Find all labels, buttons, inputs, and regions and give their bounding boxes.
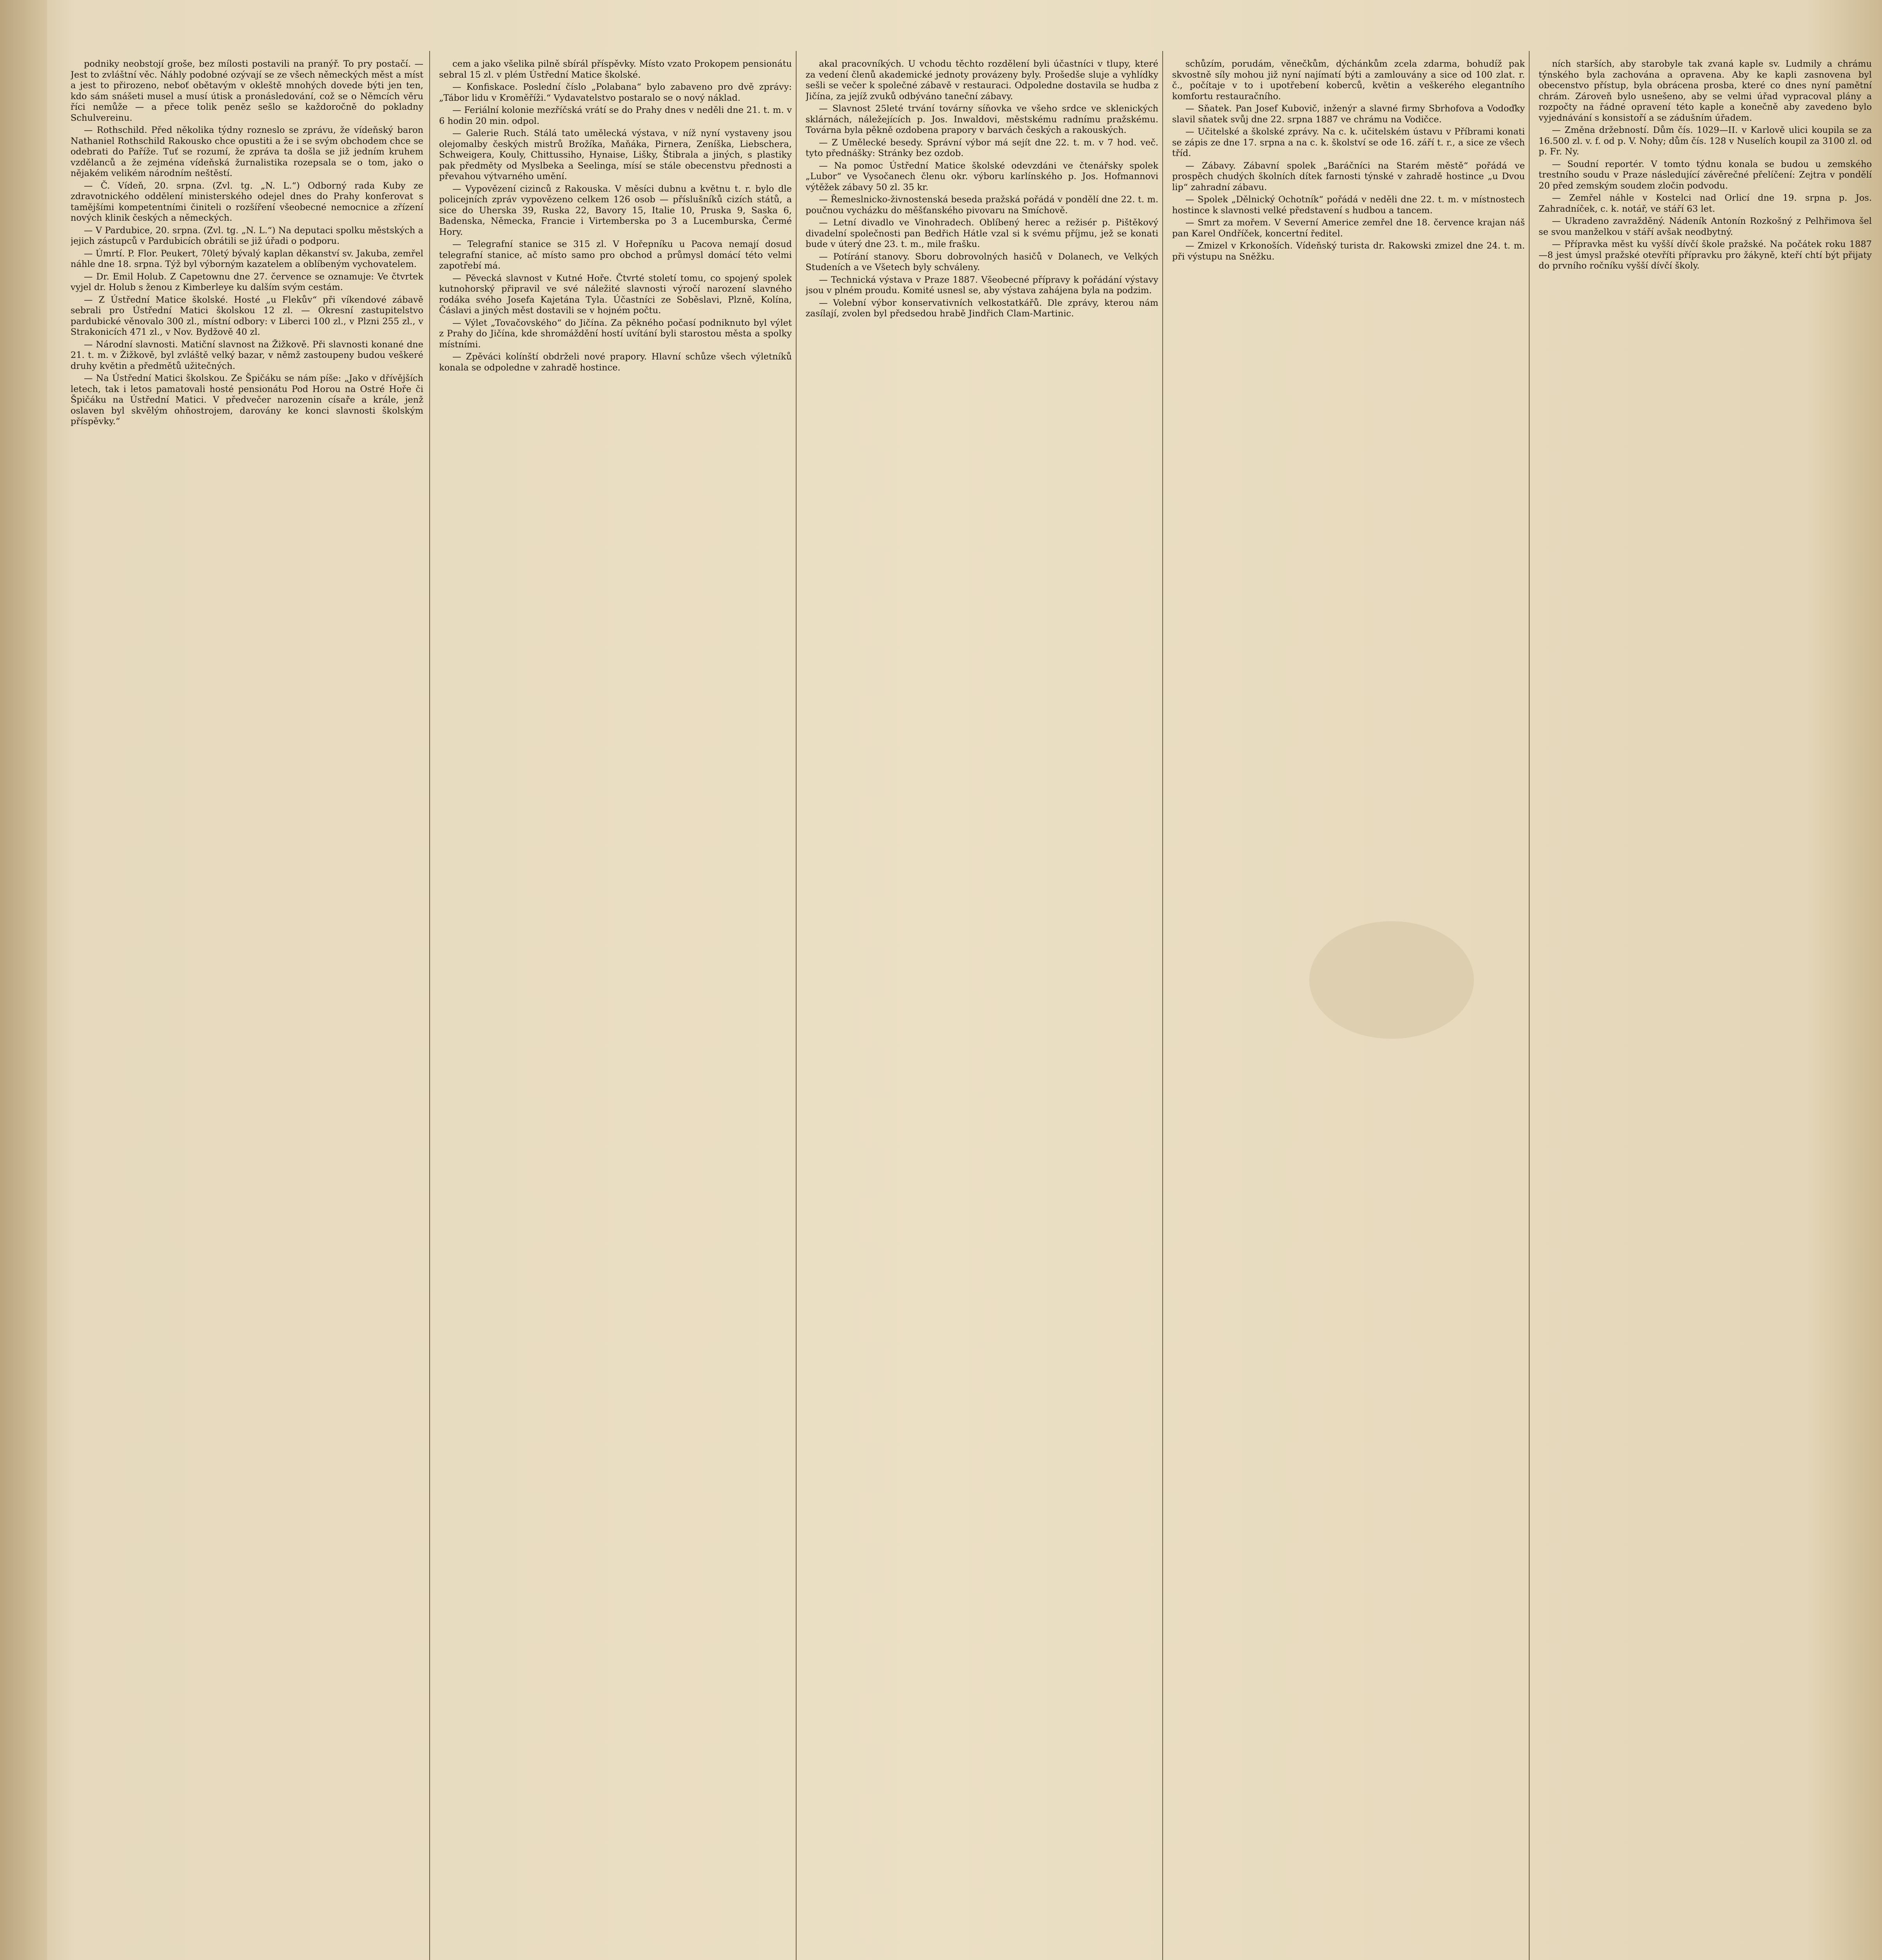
article-paragraph: akal pracovníkých. U vchodu těchto rozdělení byli účastníci v tlupy, které za vedení členů akademické jednoty provázeny byly. Prošedše sluje a vyhlídky sešli se večer k společné zábavě v restauraci. Odpoledne dostavila se hudba z Jičína, za jejíž zvuků odbýváno taneční zábavy.	[806, 59, 1158, 102]
article-paragraph: — Dr. Emil Holub. Z Capetownu dne 27. července se oznamuje: Ve čtvrtek vyjel dr. Holub s ženou z Kimberleye ku dalším svým cestám.	[71, 271, 423, 292]
article-paragraph: — Na Ústřední Matici školskou. Ze Špičáku se nám píše: „Jako v dřívějších letech, tak i letos pamatovali hosté pensionátu Pod Horou na Ostré Hoře či Špičáku na Ústřední Matici. V předvečer narozenin císaře a krále, jenž oslaven byl skvělým ohňostrojem, darovány ke konci slavnosti školským příspěvky.“	[71, 373, 423, 426]
article-paragraph: podniky neobstojí groše, bez mílosti postavili na pranýř. To pry postačí. — Jest to zvláštní věc. Náhly podobné ozývají se ze všech německých měst a míst a jest to přirozeno, neboť obětavým v okleště mnohých dovede býti jen ten, kdo sám snášeti musel a musí útisk a pronásledování, což se o Němcích věru říci nemůže — a přece tolik peněz sešlo se každoročně do pokladny Schulvereinu.	[71, 59, 423, 123]
article-paragraph: ních starších, aby starobyle tak zvaná kaple sv. Ludmily a chrámu týnského byla zachována a opravena. Aby ke kapli zasnovena byl obecenstvo přístup, byla obrácena prosba, které co dnes nyní pamětní chrám. Zároveň bylo usnešeno, aby se velmi úřad vypracoval plány a rozpočty na řádné opravení této kaple a konečně aby zavedeno bylo vyjednávání s konsistoří a se zádušním úřadem.	[1539, 59, 1872, 123]
article-paragraph: — Na pomoc Ústřední Matice školské odevzdáni ve čtenářsky spolek „Lubor“ ve Vysočanech členu okr. výboru karlínského p. Jos. Hofmannovi výtěžek zábavy 50 zl. 35 kr.	[806, 160, 1158, 192]
article-paragraph: — Přípravka měst ku vyšší dívčí škole pražské. Na počátek roku 1887—8 jest úmysl pražské otevříti přípravku pro žákyně, kteří chtí být přijaty do prvního ročníku vyšší dívčí školy.	[1539, 239, 1872, 271]
column-rule	[796, 51, 797, 1960]
article-paragraph: — Rothschild. Před několika týdny rozneslo se zprávu, že vídeňský baron Nathaniel Rothschild Rakousko chce opustiti a že i se svým obchodem chce se odebrati do Paříže. Tuť se rozumí, že zpráva ta došla se již jedním kruhem vzdělanců a že zejména vídeňská žurnalistika rozepsala se o tom, jako o nějakém velikém národním neštěstí.	[71, 125, 423, 178]
article-paragraph: — Zpěváci kolínští obdrželi nové prapory. Hlavní schůze všech výletníků konala se odpoledne v zahradě hostince.	[439, 352, 792, 373]
column-rule	[1162, 51, 1163, 1960]
article-paragraph: — Zemřel náhle v Kostelci nad Orlicí dne 19. srpna p. Jos. Zahradníček, c. k. notář, ve stáří 63 let.	[1539, 193, 1872, 214]
article-paragraph: — Galerie Ruch. Stálá tato umělecká výstava, v níž nyní vystaveny jsou olejomalby českých mistrů Brožíka, Maňáka, Pirnera, Zeníška, Liebschera, Schweigera, Kouly, Chittussiho, Hynaise, Lišky, Štibrala a jiných, s plastiky pak předměty od Myslbeka a Seelinga, mísí se stále obecenstvu přednosti a převahou výtvarného umění.	[439, 128, 792, 181]
article-paragraph: — Změna držebností. Dům čís. 1029—II. v Karlově ulici koupila se za 16.500 zl. v. f. od p. V. Nohy; dům čís. 128 v Nuselích koupil za 3100 zl. od p. Fr. Ny.	[1539, 125, 1872, 157]
text-column-5	[1539, 59, 1872, 1960]
article-paragraph: — Zábavy. Zábavní spolek „Baráčníci na Starém městě“ pořádá ve prospěch chudých školních dítek farnosti týnské v zahradě hostince „u Dvou lip“ zahradní zábavu.	[1172, 160, 1525, 192]
article-paragraph: — Letní divadlo ve Vinohradech. Oblíbený herec a režisér p. Pištěkový divadelní společnosti pan Bedřich Hátle vzal si k svému příjmu, jež se konati bude v úterý dne 23. t. m., mile frašku.	[806, 218, 1158, 249]
article-paragraph: — Spolek „Dělnický Ochotník“ pořádá v neděli dne 22. t. m. v místnostech hostince k slavnosti velké představení s hudbou a tancem.	[1172, 194, 1525, 216]
article-paragraph: — Z Ústřední Matice školské. Hosté „u Flekův“ při víkendové zábavě sebrali pro Ústřední Matici školskou 12 zl. — Okresní zastupitelstvo pardubické věnovalo 300 zl., místní odbory: v Liberci 100 zl., v Plzni 255 zl., v Strakonicích 471 zl., v Nov. Bydžově 40 zl.	[71, 294, 423, 337]
text-column-2	[439, 59, 792, 1960]
article-paragraph: — Smrt za mořem. V Severní Americe zemřel dne 18. července krajan náš pan Karel Ondříček, koncertní ředitel.	[1172, 218, 1525, 239]
column-rule	[429, 51, 430, 1960]
article-paragraph: — Volební výbor konservativních velkostatkářů. Dle zprávy, kterou nám zasílají, zvolen byl předsedou hrabě Jindřich Clam-Martinic.	[806, 298, 1158, 319]
article-paragraph: — Úmrtí. P. Flor. Peukert, 70letý bývalý kaplan děkanství sv. Jakuba, zemřel náhle dne 18. srpna. Týž byl výborným kazatelem a oblíbeným vychovatelem.	[71, 248, 423, 269]
article-paragraph: — Řemeslnicko-živnostenská beseda pražská pořádá v pondělí dne 22. t. m. poučnou vycházku do měšťanského pivovaru na Smíchově.	[806, 194, 1158, 216]
text-column-3	[806, 59, 1158, 1960]
column-rule	[1529, 51, 1530, 1960]
article-paragraph: — Národní slavnosti. Matiční slavnost na Žižkově. Při slavnosti konané dne 21. t. m. v Žižkově, byl zvláště velký bazar, v němž zastoupeny budou veškeré druhy květin a předmětů užitečných.	[71, 339, 423, 371]
article-paragraph: — Č. Vídeň, 20. srpna. (Zvl. tg. „N. L.“) Odborný rada Kuby ze zdravotnického oddělení ministerského odejel dnes do Prahy konferovat s tamějšími kompetentními činiteli o rozšíření všeobecné nemocnice a zřízení nových klinik českých a německých.	[71, 180, 423, 223]
article-paragraph: — Sňatek. Pan Josef Kubovič, inženýr a slavné firmy Sbrhofova a Vodoďky slavil sňatek svůj dne 22. srpna 1887 ve chrámu na Vodičce.	[1172, 103, 1525, 125]
article-paragraph: — Soudní reportér. V tomto týdnu konala se budou u zemského trestního soudu v Praze následující závěrečné přelíčení: Zejtra v pondělí 20 před zemským soudem zločin podvodu.	[1539, 159, 1872, 191]
article-paragraph: — Ukradeno zavražděný. Nádeník Antonín Rozkošný z Pelhřimova šel se svou manželkou v stáří avšak neodbytný.	[1539, 216, 1872, 237]
article-paragraph: — Feriální kolonie mezříčská vrátí se do Prahy dnes v neděli dne 21. t. m. v 6 hodin 20 min. odpol.	[439, 105, 792, 126]
article-paragraph: — Vypovězení cizinců z Rakouska. V měsíci dubnu a květnu t. r. bylo dle policejních zpráv vypovězeno celkem 126 osob — příslušníků cizích států, a sice do Uherska 39, Ruska 22, Bavory 15, Italie 10, Pruska 9, Saska 6, Badenska, Německa, Francie i Virtemberska po 3 a Lucemburska, Čermé Hory.	[439, 183, 792, 237]
article-paragraph: — Z Umělecké besedy. Správní výbor má sejít dne 22. t. m. v 7 hod. več. tyto přednášky: Stránky bez ozdob.	[806, 137, 1158, 158]
article-paragraph: — Telegrafní stanice se 315 zl. V Hořepníku u Pacova nemají dosud telegrafní stanice, ač místo samo pro obchod a průmysl domácí této velmi zapotřebí má.	[439, 239, 792, 271]
article-paragraph: — V Pardubice, 20. srpna. (Zvl. tg. „N. L.“) Na deputaci spolku městských a jejich zástupců v Pardubicích obrátili se již úřadi o podporu.	[71, 225, 423, 246]
text-column-1	[71, 59, 423, 1960]
article-paragraph: — Technická výstava v Praze 1887. Všeobecné přípravy k pořádání výstavy jsou v plném proudu. Komité usnesl se, aby výstava zahájena byla na podzim.	[806, 274, 1158, 296]
text-column-4	[1172, 59, 1525, 1960]
article-paragraph: — Výlet „Tovačovského“ do Jičína. Za pěkného počasí podniknuto byl výlet z Prahy do Jičína, kde shromáždění hostí uvítání byli starostou města a spolky místními.	[439, 318, 792, 350]
article-paragraph: — Potírání stanovy. Sboru dobrovolných hasičů v Dolanech, ve Velkých Studeních a ve Všetech byly schváleny.	[806, 251, 1158, 272]
article-paragraph: schůzím, porudám, věnečkům, dýchánkům zcela zdarma, bohudíž pak skvostně síly mohou již nyní najímatí býti a zamlouvány a sice od 100 zlat. r. č., počítaje v to i upotřebení koberců, květin a veškerého elegantního komfortu restauračního.	[1172, 59, 1525, 102]
article-paragraph: — Pěvecká slavnost v Kutné Hoře. Čtvrté století tomu, co spojený spolek kutnohorský připravil ve své náležité slavnosti výročí narození slavného rodáka svého Josefa Kajetána Tyla. Účastníci ze Soběslavi, Plzně, Kolína, Čáslavi a jiných měst dostavili se v hojném počtu.	[439, 273, 792, 316]
article-paragraph: — Konfiskace. Poslední číslo „Polabana“ bylo zabaveno pro dvě zprávy: „Tábor lidu v Kroměříži.“ Vydavatelstvo postaralo se o nový náklad.	[439, 82, 792, 103]
page-edge-shadow	[0, 0, 47, 1960]
article-paragraph: — Zmizel v Krkonoších. Vídeňský turista dr. Rakowski zmizel dne 24. t. m. při výstupu na Sněžku.	[1172, 241, 1525, 262]
article-paragraph: — Slavnost 25leté trvání továrny síňovka ve všeho srdce ve sklenických sklárnách, náležejících p. Jos. Inwaldovi, městskému radnímu pražskému. Továrna byla pěkně ozdobena prapory v barvách českých a rakouských.	[806, 103, 1158, 135]
article-paragraph: cem a jako všelika pilně sbírál příspěvky. Místo vzato Prokopem pensionátu sebral 15 zl. v plém Ústřední Matice školské.	[439, 59, 792, 80]
article-paragraph: — Učitelské a školské zprávy. Na c. k. učitelském ústavu v Příbrami konati se zápis ze dne 17. srpna a na c. k. školství se ode 16. září t. r., a sice ze všech tříd.	[1172, 127, 1525, 158]
